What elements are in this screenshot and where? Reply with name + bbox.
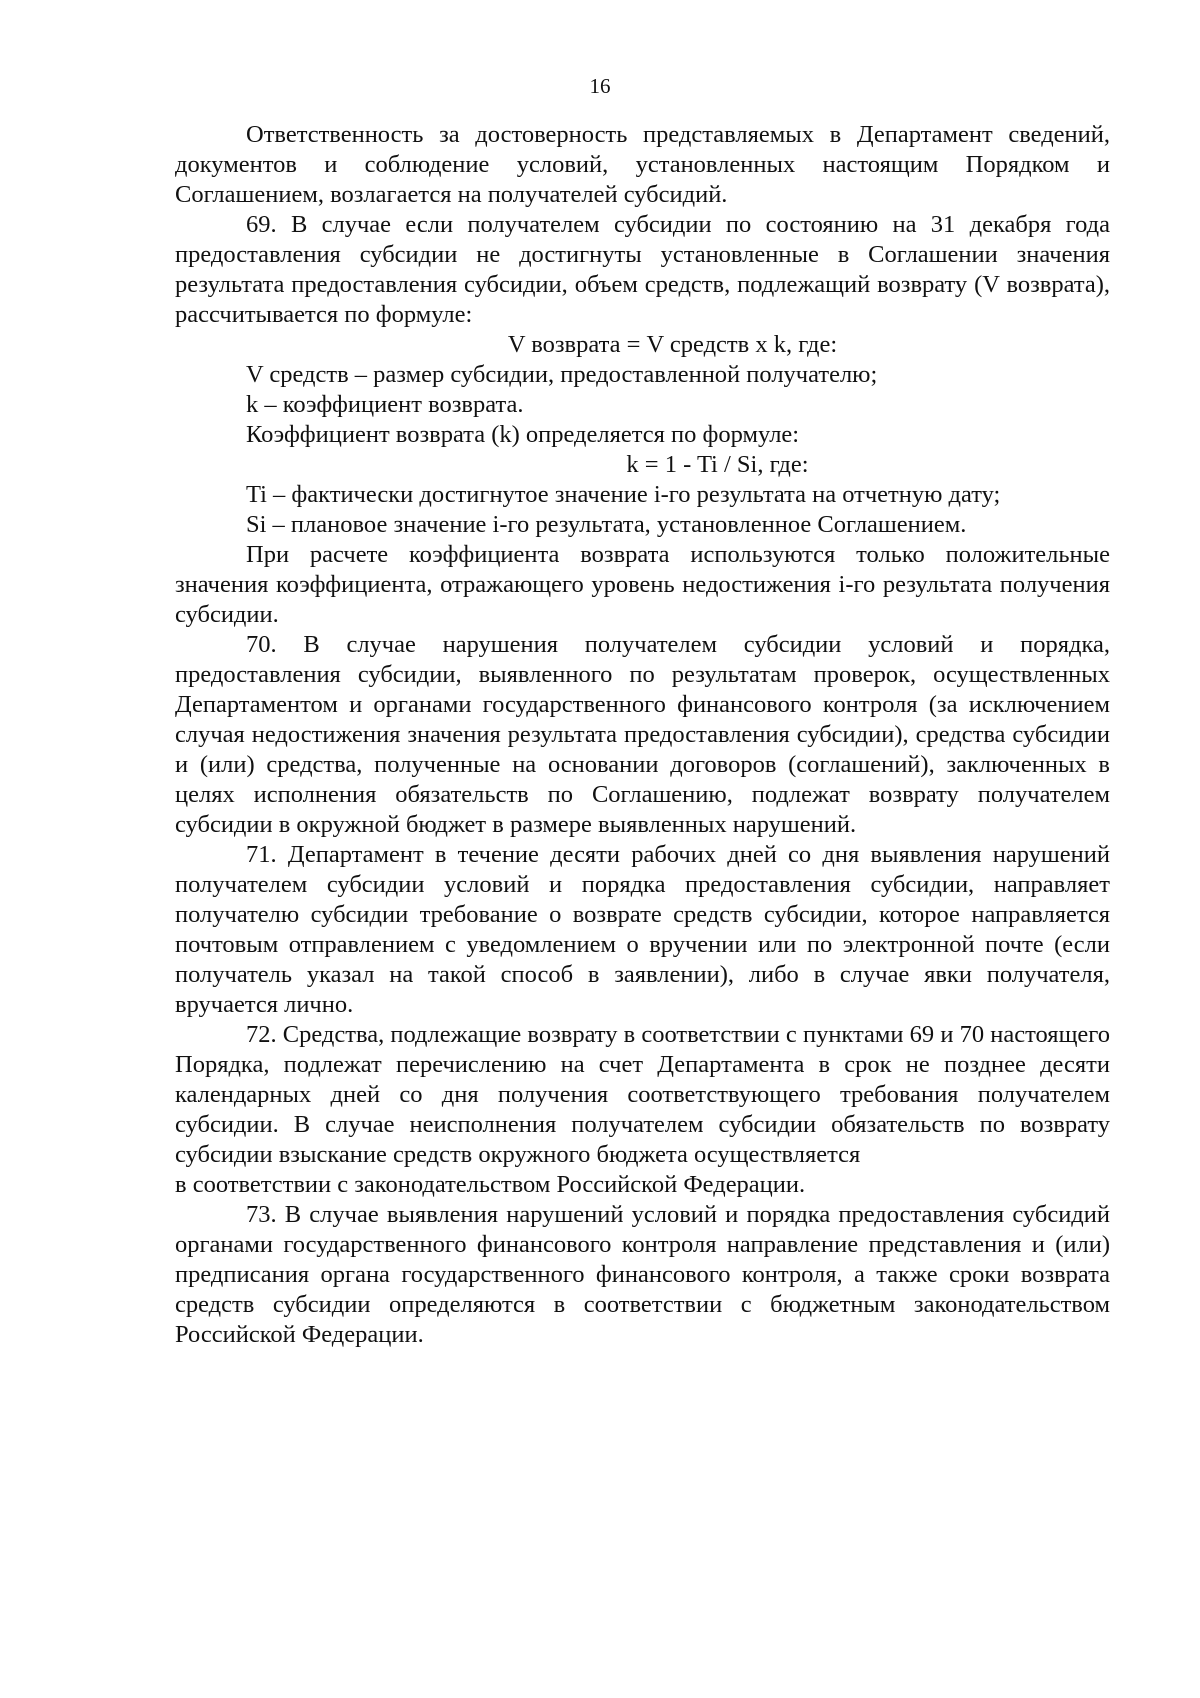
definition-v-funds: V средств – размер субсидии, предоставленной получателю;: [246, 361, 878, 388]
paragraph-69: 69. В случае если получателем субсидии по состоянию на 31 декабря года предоставления субсидии не достигнуты установленные в Соглашении значения результата предоставления субсидии, объем средств, подлежащий возврату (V возврата), рассчитывается по формуле:: [175, 211, 1110, 328]
paragraph-72: 72. Средства, подлежащие возврату в соответствии с пунктами 69 и 70 настоящего Порядка, подлежат перечислению на счет Департамента в срок не позднее десяти календарных дней со дня получения соответствующего требования получателем субсидии. В случае неисполнения получателем субсидии обязательств по возврату субсидии взыскание средств окружного бюджета осуществляется: [175, 1021, 1110, 1168]
definition-si: Si – плановое значение i-го результата, установленное Соглашением.: [246, 511, 967, 538]
paragraph-positive-values: При расчете коэффициента возврата используются только положительные значения коэффициента, отражающего уровень недостижения i-го результата получения субсидии.: [175, 541, 1110, 628]
paragraph-73: 73. В случае выявления нарушений условий и порядка предоставления субсидий органами государственного финансового контроля направление представления и (или) предписания органа государственного финансового контроля, а также сроки возврата средств субсидии определяются в соответствии с бюджетным законодательством Российской Федерации.: [175, 1201, 1110, 1348]
definition-ti: Ti – фактически достигнутое значение i-го результата на отчетную дату;: [246, 481, 1001, 508]
paragraph-responsibility: Ответственность за достоверность представляемых в Департамент сведений, документов и соблюдение условий, установленных настоящим Порядком и Соглашением, возлагается на получателей субсидий.: [175, 121, 1110, 208]
paragraph-72-continuation: в соответствии с законодательством Российской Федерации.: [175, 1171, 806, 1198]
definition-k: k – коэффициент возврата.: [246, 391, 524, 418]
paragraph-70: 70. В случае нарушения получателем субсидии условий и порядка, предоставления субсидии, выявленного по результатам проверок, осуществленных Департаментом и органами государственного финансового контроля (за исключением случая недостижения значения результата предоставления субсидии), средства субсидии и (или) средства, полученные на основании договоров (соглашений), заключенных в целях исполнения обязательств по Соглашению, подлежат возврату получателем субсидии в окружной бюджет в размере выявленных нарушений.: [175, 631, 1110, 838]
paragraph-coefficient: Коэффициент возврата (k) определяется по формуле:: [246, 421, 800, 448]
document-body: [175, 120, 1110, 1350]
formula-k: k = 1 - Ti / Si, где:: [626, 451, 809, 478]
paragraph-71: 71. Департамент в течение десяти рабочих дней со дня выявления нарушений получателем субсидии условий и порядка предоставления субсидии, направляет получателю субсидии требование о возврате средств субсидии, которое направляется почтовым отправлением с уведомлением о вручении или по электронной почте (если получатель указал на такой способ в заявлении), либо в случае явки получателя, вручается лично.: [175, 841, 1110, 1018]
page-number: 16: [589, 74, 611, 98]
formula-v-return: V возврата = V средств x k, где:: [507, 331, 838, 358]
